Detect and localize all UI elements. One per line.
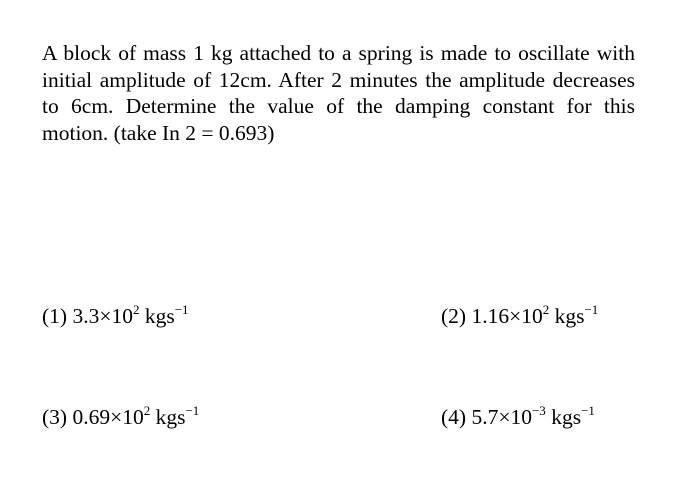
option-unit: kgs [144,304,175,328]
option-number: (2) [441,304,467,328]
option-unit-exponent: −1 [584,302,599,317]
option-exponent: −3 [531,403,546,418]
option-exponent: 2 [143,403,151,418]
option-mantissa: 1.16×10 [471,304,543,328]
option-exponent: 2 [132,302,140,317]
option-number: (4) [441,405,467,429]
option-mantissa: 3.3×10 [72,304,133,328]
option-mantissa: 0.69×10 [72,405,144,429]
option-number: (3) [42,405,68,429]
question-text: A block of mass 1 kg attached to a spring is made to oscillate with initial amplitude of 12cm. After 2 minutes the amplitude decreases to 6cm. Determine the value of the damping constant for this motion. (take In 2 = 0.693) [42,41,635,145]
option-3[interactable] [42,404,199,430]
option-unit: kgs [155,405,186,429]
option-unit: kgs [554,304,585,328]
option-exponent: 2 [542,302,550,317]
option-unit-exponent: −1 [581,403,595,418]
option-unit-exponent: −1 [174,302,189,317]
option-unit-exponent: −1 [185,403,200,418]
option-unit: kgs [551,405,582,429]
option-mantissa: 5.7×10 [471,405,532,429]
option-number: (1) [42,304,68,328]
option-2[interactable] [441,303,598,329]
option-1[interactable] [42,303,189,329]
option-4[interactable] [441,404,595,430]
